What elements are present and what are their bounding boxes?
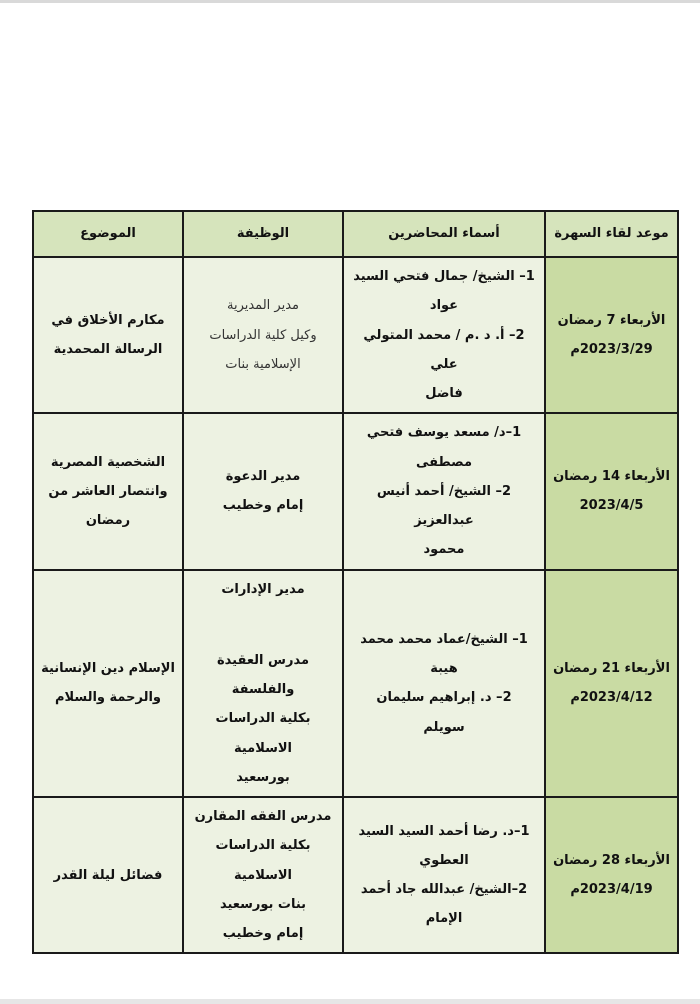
- date-gregorian: 2023/3/29م: [570, 342, 653, 358]
- job-line: مدرس الفقه المقارن: [194, 809, 332, 824]
- job-line: بكلية الدراسات الاسلامية: [215, 838, 311, 883]
- lecturer-line: العطوي: [419, 852, 469, 868]
- date-day: الأربعاء 28 رمضان: [553, 852, 670, 868]
- job-line: مدير الدعوة: [225, 469, 301, 485]
- date-cell: [545, 413, 678, 569]
- job-line: بكلية الدراسات الاسلامية: [215, 711, 311, 756]
- lecturer-line: 1– الشيخ/ جمال فتحي السيد: [353, 269, 535, 284]
- job-cell: [183, 797, 343, 953]
- lecturer-line: 1–د. رضا أحمد السيد السيد: [358, 823, 530, 839]
- date-cell: [545, 797, 678, 953]
- job-line: مدير المديرية: [226, 298, 299, 314]
- lecturer-line: الإمام: [425, 911, 463, 927]
- table-row: [33, 797, 678, 953]
- lecturer-line: 2– د. إبراهيم سليمان: [376, 690, 512, 706]
- job-line: بنات بورسعيد: [219, 896, 307, 912]
- topic-cell: [33, 413, 183, 569]
- job-line: مدرس العقيدة والفلسفة: [216, 652, 310, 697]
- table-row: [33, 257, 678, 413]
- topic-line: الرسالة المحمدية: [53, 342, 163, 358]
- date-gregorian: 2023/4/19م: [570, 882, 653, 898]
- lecturers-cell: [343, 413, 545, 569]
- header-job: الوظيفة: [183, 211, 343, 257]
- date-gregorian: 2023/4/5: [579, 498, 644, 514]
- lecturer-line: محمود: [423, 542, 465, 558]
- lecturer-line: 1– الشيخ/عماد محمد محمد: [360, 631, 528, 647]
- lecturers-cell: [343, 257, 545, 413]
- table-row: [33, 570, 678, 798]
- lecturer-line: 2–الشيخ/ عبدالله جاد أحمد: [360, 882, 528, 898]
- job-line: بورسعيد: [236, 769, 290, 785]
- topic-line: مكارم الأخلاق في: [51, 312, 165, 328]
- lecturers-cell: [343, 570, 545, 798]
- table-row: [33, 413, 678, 569]
- topic-line: فضائل ليلة القدر: [53, 867, 163, 883]
- lecturer-line: مصطفى: [415, 454, 473, 470]
- job-cell: [183, 413, 343, 569]
- job-line: الإسلامية بنات: [225, 356, 301, 372]
- topic-line: الشخصية المصرية: [50, 454, 166, 470]
- header-topic: الموضوع: [33, 211, 183, 257]
- header-date: موعد لقاء السهرة: [545, 211, 678, 257]
- lecturer-line: عواد: [429, 298, 459, 314]
- date-cell: [545, 570, 678, 798]
- top-border-line: [0, 0, 700, 3]
- job-cell: [183, 570, 343, 798]
- topic-cell: [33, 797, 183, 953]
- job-line: إمام وخطيب: [222, 498, 304, 514]
- date-day: الأربعاء 7 رمضان: [557, 312, 666, 328]
- lecturer-line: سويلم: [423, 719, 465, 735]
- topic-line: وانتصار العاشر من: [48, 483, 168, 499]
- lecturer-line: 1–د/ مسعد يوسف فتحي: [366, 425, 522, 441]
- job-top-line: مدير الإدارات: [221, 581, 305, 597]
- topic-line: رمضان: [85, 513, 131, 528]
- topic-line: الإسلام دين الإنسانية: [41, 661, 175, 676]
- lecturer-line: هيبة: [430, 661, 458, 676]
- lecturers-cell: [343, 797, 545, 953]
- lecturer-line: 2– الشيخ/ أحمد أنيس عبدالعزيز: [376, 483, 512, 528]
- topic-line: والرحمة والسلام: [54, 690, 162, 706]
- header-row: [33, 211, 678, 257]
- header-names: أسماء المحاضرين: [343, 211, 545, 257]
- job-cell: [183, 257, 343, 413]
- job-line: إمام وخطيب: [222, 926, 304, 941]
- lecturer-line: فاضل: [425, 386, 463, 401]
- date-day: الأربعاء 21 رمضان: [553, 661, 670, 676]
- lecturer-line: 2– أ. د .م / محمد المتولي علي: [363, 327, 525, 372]
- bottom-border-line: [0, 999, 700, 1004]
- date-cell: [545, 257, 678, 413]
- date-day: الأربعاء 14 رمضان: [553, 469, 670, 485]
- ramadan-schedule-table: [32, 210, 679, 954]
- job-line: وكيل كلية الدراسات: [209, 327, 317, 343]
- date-gregorian: 2023/4/12م: [570, 690, 653, 706]
- topic-cell: [33, 570, 183, 798]
- topic-cell: [33, 257, 183, 413]
